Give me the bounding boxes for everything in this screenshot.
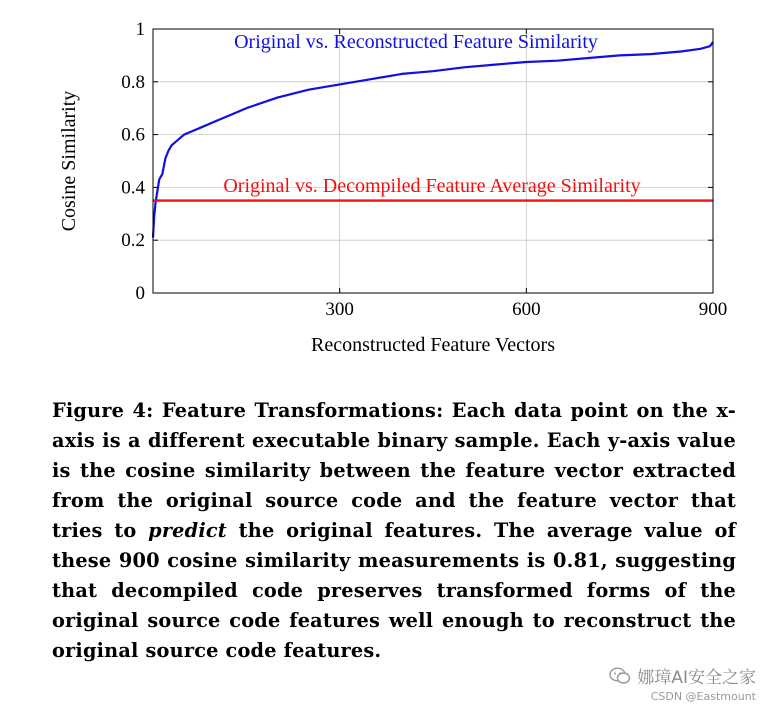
y-axis-label: Cosine Similarity <box>58 90 80 232</box>
y-tick-label-1: 0.2 <box>121 230 145 252</box>
x-tick-label-2: 900 <box>698 299 728 320</box>
x-tick-label-1: 600 <box>512 299 541 320</box>
x-tick-label-0: 300 <box>325 299 354 320</box>
watermark-main-text: 娜璋AI安全之家 <box>637 668 756 688</box>
y-tick-label-0: 0 <box>135 283 145 304</box>
y-tick-label-4: 0.8 <box>121 71 145 93</box>
y-tick-label-5: 1 <box>135 19 145 40</box>
y-tick-label-2: 0.4 <box>121 177 145 199</box>
series-label-0: Original vs. Reconstructed Feature Similarity <box>234 31 598 53</box>
watermark-sub: CSDN @Eastmount <box>650 690 756 703</box>
series-line-0 <box>153 42 713 237</box>
figure-caption <box>52 396 736 666</box>
watermark-main <box>609 663 756 688</box>
x-axis-label: Reconstructed Feature Vectors <box>311 334 555 356</box>
watermark <box>609 663 756 703</box>
caption-text-after: the original features. The average value of these 900 cosine similarity measurements is 0.81, suggesting that decompiled code preserves transformed forms of the original source code features well enough to reconstruct the original source code features. <box>52 519 736 662</box>
caption-label: Figure 4: <box>52 399 154 422</box>
plot-frame <box>153 29 713 293</box>
caption-emphasis: predict <box>148 519 227 542</box>
caption-text-before: Feature Transformations: Each data point on the x-axis is a different executable binary sample. Each y-axis value is the cosine similarity between the feature vector extracted from the original source code and the feature vector that tries to <box>52 399 736 542</box>
series-label-1: Original vs. Decompiled Feature Average Similarity <box>223 175 641 197</box>
wechat-icon <box>609 667 631 685</box>
y-tick-label-3: 0.6 <box>121 124 145 146</box>
